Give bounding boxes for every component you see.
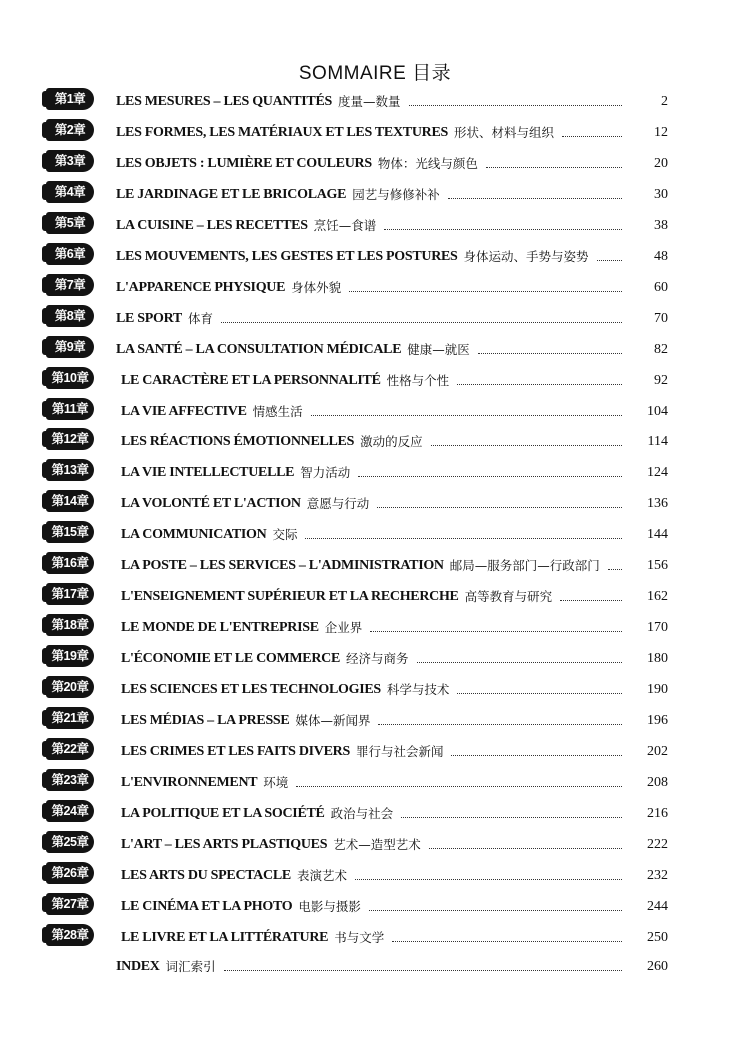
dot-leader [349,291,622,292]
toc-row[interactable] [0,398,750,420]
chapter-badge: 第5章 [46,212,94,234]
toc-row[interactable] [0,181,750,203]
page-number: 92 [654,372,668,388]
toc-row[interactable] [0,769,750,791]
page-number: 114 [647,434,668,450]
index-row[interactable] [0,953,750,975]
chapter-title-zh: 度量—数量 [337,94,401,109]
toc-entry [121,709,668,729]
toc-row[interactable] [0,459,750,481]
chapter-badge: 第14章 [46,490,94,512]
toc-row[interactable] [0,367,750,389]
chapter-badge: 第28章 [46,924,94,946]
toc-entry [121,771,668,791]
chapter-badge: 第13章 [46,459,94,481]
chapter-title-fr: LA VOLONTÉ ET L'ACTION [121,496,301,512]
page-number: 222 [647,836,668,852]
toc-entry [121,400,668,420]
dot-leader [296,786,622,787]
chapter-title-zh: 科学与技术 [386,682,450,698]
page-number: 2 [661,94,668,109]
dot-leader [429,848,622,849]
toc-entry [121,864,668,884]
dot-leader [370,631,622,632]
page-number: 250 [647,929,668,945]
chapter-title-zh: 电影与摄影 [298,898,361,914]
toc-row[interactable] [0,336,750,358]
page-title: SOMMAIRE 目录 [298,63,452,84]
chapter-title-zh: 智力活动 [300,465,351,481]
chapter-title-fr: LES OBJETS : LUMIÈRE ET COULEURS [116,155,372,171]
chapter-title-fr: L'ENVIRONNEMENT [121,774,258,790]
chapter-title-fr: L'ÉCONOMIE ET LE COMMERCE [121,651,340,667]
chapter-title-fr: LES SCIENCES ET LES TECHNOLOGIES [121,682,381,698]
chapter-badge: 第15章 [46,521,94,543]
toc-row[interactable] [0,614,750,636]
page-number: 260 [647,958,668,974]
chapter-title-zh: 园艺与修修补补 [352,186,440,202]
dot-leader [608,569,622,570]
index-entry [116,955,668,975]
dot-leader [431,445,622,446]
toc-row[interactable] [0,738,750,760]
chapter-title-fr: L'ART – LES ARTS PLASTIQUES [121,836,328,852]
dot-leader [486,167,622,168]
chapter-title-zh: 身体运动、手势与姿势 [463,248,589,264]
dot-leader [377,507,622,508]
toc-entry [121,647,668,667]
chapter-title-fr: LA VIE INTELLECTUELLE [121,465,295,481]
dot-leader [358,476,622,477]
chapter-badge: 第25章 [46,831,94,853]
chapter-title-fr: LES MÉDIAS – LA PRESSE [121,713,290,728]
chapter-title-zh: 体育 [187,310,213,326]
chapter-title-zh: 物体：光线与颜色 [377,155,478,171]
toc-entry [121,492,668,512]
toc-row[interactable] [0,305,750,327]
toc-row[interactable] [0,645,750,667]
chapter-title-fr: LE LIVRE ET LA LITTÉRATURE [121,929,329,945]
toc-row[interactable] [0,274,750,296]
page-number: 70 [654,310,668,326]
toc-row[interactable] [0,707,750,729]
page-number: 170 [647,620,668,636]
chapter-title-fr: LA VIE AFFECTIVE [121,403,247,419]
dot-leader [451,755,622,756]
chapter-title-zh: 艺术—造型艺术 [333,836,421,852]
dot-leader [417,662,622,663]
page-number: 196 [647,713,668,728]
dot-leader [224,970,622,971]
toc-entry [121,678,668,698]
chapter-badge: 第18章 [46,614,94,636]
chapter-title-fr: LE CINÉMA ET LA PHOTO [121,898,293,914]
page-number: 60 [654,279,668,295]
dot-leader [384,229,622,230]
index-title-zh: 词汇索引 [165,958,216,974]
page-number: 244 [647,898,668,914]
dot-leader [457,693,622,694]
chapter-badge: 第19章 [46,645,94,667]
chapter-badge: 第10章 [46,367,94,389]
chapter-title-zh: 媒体—新闻界 [295,713,371,728]
dot-leader [457,384,622,385]
chapter-title-fr: LA POSTE – LES SERVICES – L'ADMINISTRATION [121,558,444,574]
chapter-title-zh: 烹饪—食谱 [313,217,377,233]
toc-row[interactable] [0,243,750,265]
chapter-badge: 第6章 [46,243,94,265]
chapter-title-fr: LA SANTÉ – LA CONSULTATION MÉDICALE [116,341,402,357]
dot-leader [560,600,622,601]
page-number: 156 [647,558,668,574]
chapter-badge: 第21章 [46,707,94,729]
toc-entry [116,276,668,296]
chapter-title-fr: LE MONDE DE L'ENTREPRISE [121,620,319,636]
chapter-badge: 第22章 [46,738,94,760]
chapter-title-zh: 表演艺术 [296,867,347,883]
toc-entry [116,121,668,141]
chapter-badge: 第7章 [46,274,94,296]
dot-leader [369,910,622,911]
chapter-title-fr: LA POLITIQUE ET LA SOCIÉTÉ [121,805,325,821]
chapter-title-zh: 情感生活 [252,403,303,419]
dot-leader [355,879,622,880]
chapter-title-fr: LES MESURES – LES QUANTITÉS [116,94,332,109]
dot-leader [401,817,622,818]
toc-entry [121,369,668,389]
toc-row[interactable] [0,800,750,822]
chapter-title-zh: 环境 [263,774,289,790]
toc-entry [121,926,668,946]
page-number: 208 [647,774,668,790]
chapter-title-fr: LE SPORT [116,310,182,326]
chapter-title-zh: 政治与社会 [330,805,394,821]
toc-row[interactable] [0,428,750,450]
toc-entry [121,554,668,574]
chapter-badge: 第3章 [46,150,94,172]
chapter-badge: 第26章 [46,862,94,884]
chapter-badge: 第4章 [46,181,94,203]
page-number: 180 [647,651,668,667]
page-number: 20 [654,155,668,171]
chapter-title-fr: LES CRIMES ET LES FAITS DIVERS [121,743,350,759]
chapter-title-fr: LE JARDINAGE ET LE BRICOLAGE [116,186,347,202]
chapter-badge: 第27章 [46,893,94,915]
toc-entry [121,430,668,450]
chapter-title-zh: 性格与个性 [386,372,450,388]
toc-entry [116,152,668,172]
page-number: 38 [654,217,668,233]
toc-entry [116,90,668,110]
toc-row[interactable] [0,583,750,605]
chapter-badge: 第20章 [46,676,94,698]
toc-entry [121,461,668,481]
toc-row[interactable] [0,490,750,512]
toc-row[interactable] [0,862,750,884]
chapter-badge: 第2章 [46,119,94,141]
toc-row[interactable] [0,521,750,543]
dot-leader [478,353,622,354]
chapter-badge: 第1章 [46,88,94,110]
toc-row[interactable] [0,119,750,141]
page-number: 30 [654,186,668,202]
chapter-badge: 第17章 [46,583,94,605]
toc-row[interactable] [0,924,750,946]
toc-row[interactable] [0,831,750,853]
page-number: 216 [647,805,668,821]
dot-leader [562,136,622,137]
chapter-title-zh: 意愿与行动 [306,496,370,512]
toc-entry [116,245,668,265]
dot-leader [597,260,622,261]
page-number: 124 [647,465,668,481]
chapter-title-zh: 高等教育与研究 [464,589,553,605]
table-of-contents [0,88,750,988]
page-number: 162 [647,589,668,605]
chapter-title-fr: LES ARTS DU SPECTACLE [121,867,291,883]
page-number: 12 [654,124,668,140]
chapter-title-zh: 健康—就医 [407,341,470,357]
chapter-title-zh: 交际 [272,527,298,543]
toc-entry [121,740,668,760]
chapter-badge: 第24章 [46,800,94,822]
chapter-title-zh: 激动的反应 [360,434,423,450]
chapter-title-zh: 罪行与社会新闻 [355,743,444,759]
chapter-title-fr: L'ENSEIGNEMENT SUPÉRIEUR ET LA RECHERCHE [121,589,459,605]
chapter-title-zh: 邮局—服务部门—行政部门 [449,558,600,574]
chapter-badge: 第9章 [46,336,94,358]
chapter-badge: 第23章 [46,769,94,791]
page-number: 82 [654,341,668,357]
chapter-title-fr: LA COMMUNICATION [121,527,267,543]
toc-entry [121,585,668,605]
page-number: 104 [647,403,668,419]
toc-entry [116,307,668,327]
chapter-title-fr: LE CARACTÈRE ET LA PERSONNALITÉ [121,372,381,388]
toc-entry [116,214,668,234]
toc-entry [121,833,668,853]
toc-row[interactable] [0,552,750,574]
chapter-title-fr: LA CUISINE – LES RECETTES [116,217,308,233]
chapter-title-fr: LES RÉACTIONS ÉMOTIONNELLES [121,434,355,450]
chapter-title-fr: L'APPARENCE PHYSIQUE [116,279,286,295]
toc-row[interactable] [0,150,750,172]
dot-leader [409,105,623,106]
toc-entry [116,183,668,203]
toc-row[interactable] [0,212,750,234]
chapter-title-zh: 企业界 [324,620,363,636]
toc-entry [121,523,668,543]
page-number: 48 [654,248,668,264]
page-number: 190 [647,682,668,698]
page-number: 202 [647,743,668,759]
chapter-badge: 第16章 [46,552,94,574]
chapter-badge: 第11章 [46,398,94,420]
chapter-title-zh: 身体外貌 [291,279,342,295]
chapter-badge: 第8章 [46,305,94,327]
dot-leader [221,322,622,323]
toc-entry [116,338,668,358]
page-number: 136 [647,496,668,512]
index-title-fr: INDEX [116,958,160,974]
dot-leader [392,941,622,942]
toc-row[interactable] [0,88,750,110]
page-number: 232 [647,867,668,883]
toc-entry [121,895,668,915]
dot-leader [305,538,622,539]
chapter-badge: 第12章 [46,428,94,450]
chapter-title-fr: LES FORMES, LES MATÉRIAUX ET LES TEXTURES [116,124,448,140]
toc-entry [121,802,668,822]
chapter-title-zh: 书与文学 [334,929,385,945]
page-number: 144 [647,527,668,543]
chapter-title-fr: LES MOUVEMENTS, LES GESTES ET LES POSTURES [116,248,458,264]
chapter-title-zh: 经济与商务 [346,651,409,667]
toc-row[interactable] [0,676,750,698]
toc-entry [121,616,668,636]
dot-leader [448,198,622,199]
dot-leader [311,415,622,416]
chapter-title-zh: 形状、材料与组织 [453,124,554,140]
toc-row[interactable] [0,893,750,915]
dot-leader [378,724,622,725]
